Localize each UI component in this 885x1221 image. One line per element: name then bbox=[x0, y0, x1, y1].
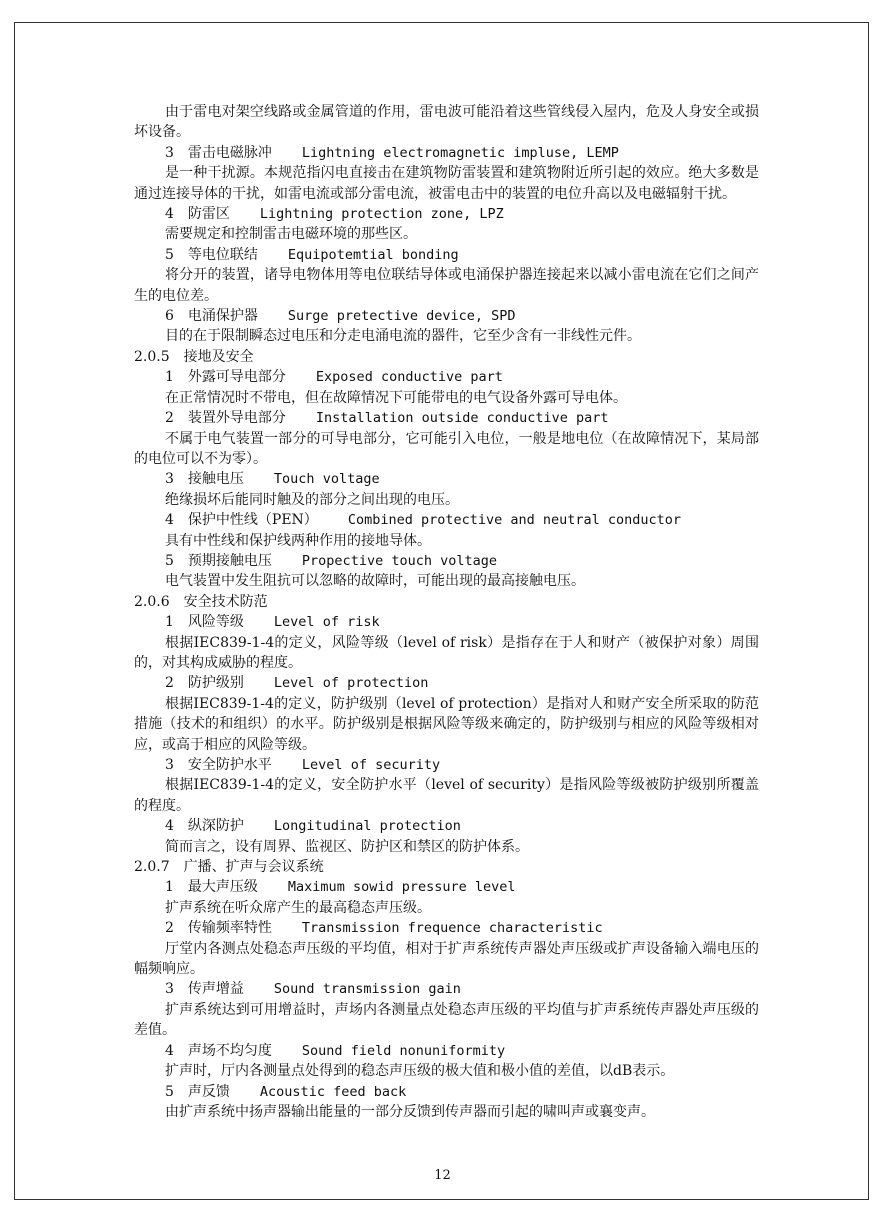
term-number: 4 bbox=[165, 512, 174, 529]
term-number: 3 bbox=[165, 144, 174, 161]
section-title: 广播、扩声与会议系统 bbox=[183, 859, 324, 876]
term-heading bbox=[134, 510, 759, 530]
section-number: 2.0.7 bbox=[134, 859, 170, 876]
term-english: Sound transmission gain bbox=[273, 981, 461, 998]
paragraph: 扩声系统达到可用增益时，声场内各测量点处稳态声压级的平均值与扩声系统传声器处声压级的差值。 bbox=[134, 1001, 759, 1039]
paragraph: 厅堂内各测点处稳态声压级的平均值，相对于扩声系统传声器处声压级或扩声设备输入端电压的幅频响应。 bbox=[134, 940, 759, 978]
term-chinese: 接触电压 bbox=[187, 471, 244, 488]
term-chinese: 最大声压级 bbox=[187, 879, 258, 896]
section-number: 2.0.6 bbox=[134, 593, 170, 610]
term-english: Exposed conductive part bbox=[315, 369, 503, 386]
term-number: 1 bbox=[165, 614, 174, 631]
section-title: 接地及安全 bbox=[183, 348, 254, 365]
paragraph: 由于雷电对架空线路或金属管道的作用，雷电波可能沿着这些管线侵入屋内，危及人身安全或损坏设备。 bbox=[134, 104, 759, 141]
term-english: Combined protective and neutral conductor bbox=[347, 512, 682, 529]
term-chinese: 风险等级 bbox=[187, 614, 244, 631]
term-english: Level of security bbox=[301, 757, 441, 773]
paragraph: 根据IEC839-1-4的定义，风险等级（level of risk）是指存在于人和财产（被保护对象）周围的，对其构成威胁的程度。 bbox=[134, 634, 759, 671]
paragraph: 根据IEC839-1-4的定义，防护级别（level of protection）是指对人和财产安全所采取的防范措施（技术的和组织）的水平。防护级别是根据风险等级来确定的，防护级别与相应的风险等级相对应，或高于相应的风险等级。 bbox=[134, 695, 759, 753]
term-heading bbox=[134, 408, 759, 428]
paragraph: 目的在于限制瞬态过电压和分走电涌电流的器件，它至少含有一非线性元件。 bbox=[165, 328, 641, 345]
page-number: 12 bbox=[434, 1168, 451, 1183]
term-english: Installation outside conductive part bbox=[315, 410, 609, 427]
term-chinese: 装置外导电部分 bbox=[187, 410, 286, 427]
section-heading bbox=[134, 857, 759, 877]
paragraph: 在正常情况时不带电，但在故障情况下可能带电的电气设备外露可导电体。 bbox=[165, 389, 627, 406]
term-number: 5 bbox=[165, 552, 174, 569]
term-number: 2 bbox=[165, 675, 174, 692]
term-english: Acoustic feed back bbox=[259, 1083, 407, 1100]
paragraph: 具有中性线和保护线两种作用的接地导体。 bbox=[165, 532, 431, 549]
term-chinese: 纵深防护 bbox=[187, 818, 244, 835]
paragraph: 是一种干扰源。本规范指闪电直接击在建筑物防雷装置和建筑物附近所引起的效应。绝大多数是通过连接导体的干扰，如雷电流或部分雷电流，被雷电击中的装置的电位升高以及电磁辐射干扰。 bbox=[134, 165, 759, 202]
term-number: 3 bbox=[165, 757, 174, 773]
term-chinese: 外露可导电部分 bbox=[187, 369, 286, 386]
term-number: 2 bbox=[165, 410, 174, 427]
term-english: Maximum sowid pressure level bbox=[287, 879, 516, 896]
term-heading bbox=[134, 979, 759, 999]
paragraph: 简而言之，设有周界、监视区、防护区和禁区的防护体系。 bbox=[165, 838, 529, 855]
term-chinese: 防雷区 bbox=[187, 206, 230, 223]
term-english: Longitudinal protection bbox=[273, 818, 461, 835]
term-heading bbox=[134, 612, 759, 632]
paragraph: 将分开的装置，诸导电物体用等电位联结导体或电涌保护器连接起来以减小雷电流在它们之间产生的电位差。 bbox=[134, 267, 759, 304]
document-body bbox=[134, 102, 759, 1122]
term-english: Surge pretective device, SPD bbox=[287, 308, 516, 325]
term-number: 3 bbox=[165, 981, 174, 998]
term-chinese: 等电位联结 bbox=[187, 246, 258, 263]
paragraph: 扩声系统在听众席产生的最高稳态声压级。 bbox=[165, 899, 431, 916]
term-english: Lightning protection zone, LPZ bbox=[259, 206, 504, 223]
term-heading bbox=[134, 204, 759, 224]
term-heading bbox=[134, 367, 759, 387]
term-chinese: 电涌保护器 bbox=[187, 308, 258, 325]
paragraph: 电气装置中发生阻抗可以忽略的故障时，可能出现的最高接触电压。 bbox=[165, 573, 585, 590]
term-number: 5 bbox=[165, 1083, 174, 1100]
term-heading bbox=[134, 245, 759, 265]
term-heading bbox=[134, 1082, 759, 1102]
term-chinese: 防护级别 bbox=[187, 675, 244, 692]
term-number: 4 bbox=[165, 818, 174, 835]
term-chinese: 雷击电磁脉冲 bbox=[187, 144, 272, 161]
section-number: 2.0.5 bbox=[134, 348, 170, 365]
section-heading bbox=[134, 592, 759, 612]
term-heading bbox=[134, 673, 759, 693]
term-heading bbox=[134, 469, 759, 489]
term-number: 1 bbox=[165, 369, 174, 386]
term-heading bbox=[134, 918, 759, 938]
paragraph: 不属于电气装置一部分的可导电部分，它可能引入电位，一般是地电位（在故障情况下，某局部的电位可以不为零）。 bbox=[134, 430, 759, 467]
paragraph: 由扩声系统中扬声器输出能量的一部分反馈到传声器而引起的啸叫声或襄变声。 bbox=[165, 1103, 655, 1120]
term-number: 4 bbox=[165, 1042, 174, 1059]
term-english: Level of protection bbox=[273, 675, 429, 692]
term-number: 3 bbox=[165, 471, 174, 488]
paragraph: 扩声时，厅内各测量点处得到的稳态声压级的极大值和极小值的差值，以dB表示。 bbox=[165, 1063, 675, 1080]
term-chinese: 声反馈 bbox=[187, 1083, 230, 1100]
term-chinese: 安全防护水平 bbox=[187, 757, 272, 773]
section-title: 安全技术防范 bbox=[183, 593, 268, 610]
term-chinese: 声场不均匀度 bbox=[187, 1042, 272, 1059]
term-heading bbox=[134, 816, 759, 836]
term-heading bbox=[134, 877, 759, 897]
paragraph: 根据IEC839-1-4的定义，安全防护水平（level of security）是指风险等级被防护级别所覆盖的程度。 bbox=[134, 777, 759, 814]
term-english: Sound field nonuniformity bbox=[301, 1042, 506, 1059]
section-heading bbox=[134, 347, 759, 367]
term-heading bbox=[134, 755, 759, 775]
term-chinese: 保护中性线（PEN） bbox=[187, 512, 318, 529]
term-english: Transmission frequence characteristic bbox=[301, 920, 603, 937]
term-english: Propective touch voltage bbox=[301, 552, 497, 569]
term-number: 1 bbox=[165, 879, 174, 896]
term-chinese: 传声增益 bbox=[187, 981, 244, 998]
term-english: Touch voltage bbox=[273, 471, 380, 488]
term-heading bbox=[134, 551, 759, 571]
term-number: 4 bbox=[165, 206, 174, 223]
term-english: Equipotemtial bonding bbox=[287, 246, 459, 263]
term-english: Lightning electromagnetic impluse, LEMP bbox=[301, 144, 619, 161]
term-chinese: 传输频率特性 bbox=[187, 920, 272, 937]
paragraph: 需要规定和控制雷击电磁环境的那些区。 bbox=[165, 226, 417, 243]
term-english: Level of risk bbox=[273, 614, 380, 631]
term-heading bbox=[134, 306, 759, 326]
term-number: 2 bbox=[165, 920, 174, 937]
term-chinese: 预期接触电压 bbox=[187, 552, 272, 569]
paragraph: 绝缘损坏后能同时触及的部分之间出现的电压。 bbox=[165, 491, 459, 508]
term-heading bbox=[134, 143, 759, 163]
term-heading bbox=[134, 1041, 759, 1061]
term-number: 5 bbox=[165, 246, 174, 263]
term-number: 6 bbox=[165, 308, 174, 325]
